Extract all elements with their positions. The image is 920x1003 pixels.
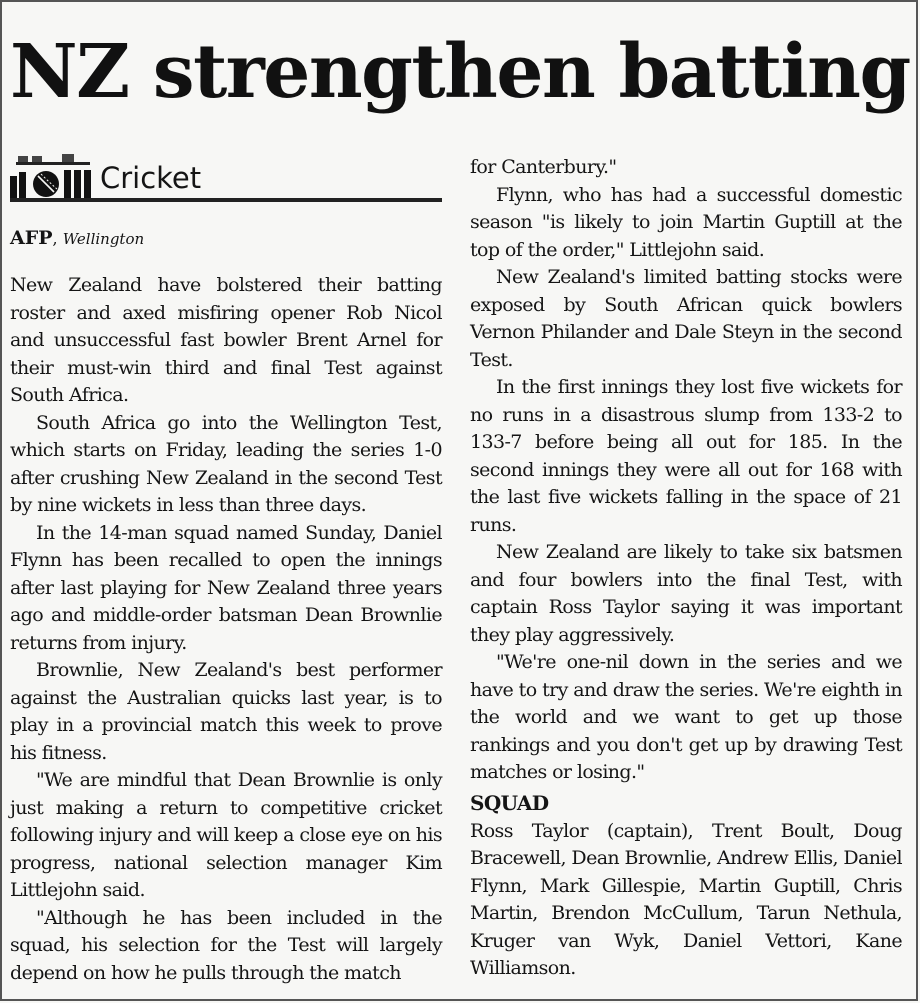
paragraph: "We're one-nil down in the series and we have to try and draw the series. We're eighth in the world and we want to get up those rankings and you don't get up by drawing Test matches or losing." <box>470 651 902 783</box>
top-rule <box>2 0 916 2</box>
paragraph: New Zealand are likely to take six batsmen and four bowlers into the final Test, with captain Ross Taylor saying it was important they play aggressively. <box>470 541 902 646</box>
section-rule <box>10 198 442 202</box>
paragraph: "Although he has been included in the squad, his selection for the Test will largely depend on how he pulls through the match <box>10 906 442 984</box>
cricket-icon <box>10 154 96 200</box>
squad-heading: SQUAD <box>470 790 549 815</box>
section-header <box>10 152 442 206</box>
paragraph: In the 14-man squad named Sunday, Daniel Flynn has been recalled to open the innings after last playing for New Zealand three years ago and middle-order batsman Dean Brownlie returns from injury. <box>10 521 442 654</box>
squad-list: Ross Taylor (captain), Trent Boult, Doug Bracewell, Dean Brownlie, Andrew Ellis, Daniel Flynn, Mark Gillespie, Martin Guptill, Chris Martin, Brendon McCullum, Tarun Nethula, Kruger van Wyk, Daniel Vettori, Kane Williamson. <box>470 819 902 979</box>
byline-agency: AFP <box>10 227 53 249</box>
paragraph: "We are mindful that Dean Brownlie is only just making a return to competitive cricket following injury and will keep a close eye on his progress, national selection manager Kim Littlejohn said. <box>10 769 442 901</box>
paragraph: New Zealand have bolstered their batting roster and axed misfiring opener Rob Nicol and unsuccessful fast bowler Brent Arnel for their must-win third and final Test against South Africa. <box>10 274 442 406</box>
paragraph: Flynn, who has had a successful domestic season "is likely to join Martin Guptill at the top of the order," Littlejohn said. <box>470 183 902 261</box>
paragraph: In the first innings they lost five wickets for no runs in a disastrous slump from 133-2 to 133-7 before being all out for 185. In the second innings they were all out for 168 with the last five wickets falling in the space of 21 runs. <box>470 376 902 536</box>
headline: NZ strengthen batting <box>10 29 910 115</box>
byline: AFP, Wellington <box>10 227 145 249</box>
article-column-2 <box>470 154 902 983</box>
byline-dateline: Wellington <box>62 230 145 248</box>
section-label: Cricket <box>100 161 202 195</box>
paragraph: New Zealand's limited batting stocks were exposed by South African quick bowlers Vernon Philander and Dale Steyn in the second Test. <box>470 266 902 371</box>
paragraph-continuation: for Canterbury." <box>470 156 617 178</box>
article-column-1 <box>10 272 442 987</box>
paragraph: South Africa go into the Wellington Test, which starts on Friday, leading the series 1-0 after crushing New Zealand in the second Test by nine wickets in less than three days. <box>10 411 442 516</box>
paragraph: Brownlie, New Zealand's best performer against the Australian quicks last year, is to play in a provincial match this week to prove his fitness. <box>10 659 442 764</box>
